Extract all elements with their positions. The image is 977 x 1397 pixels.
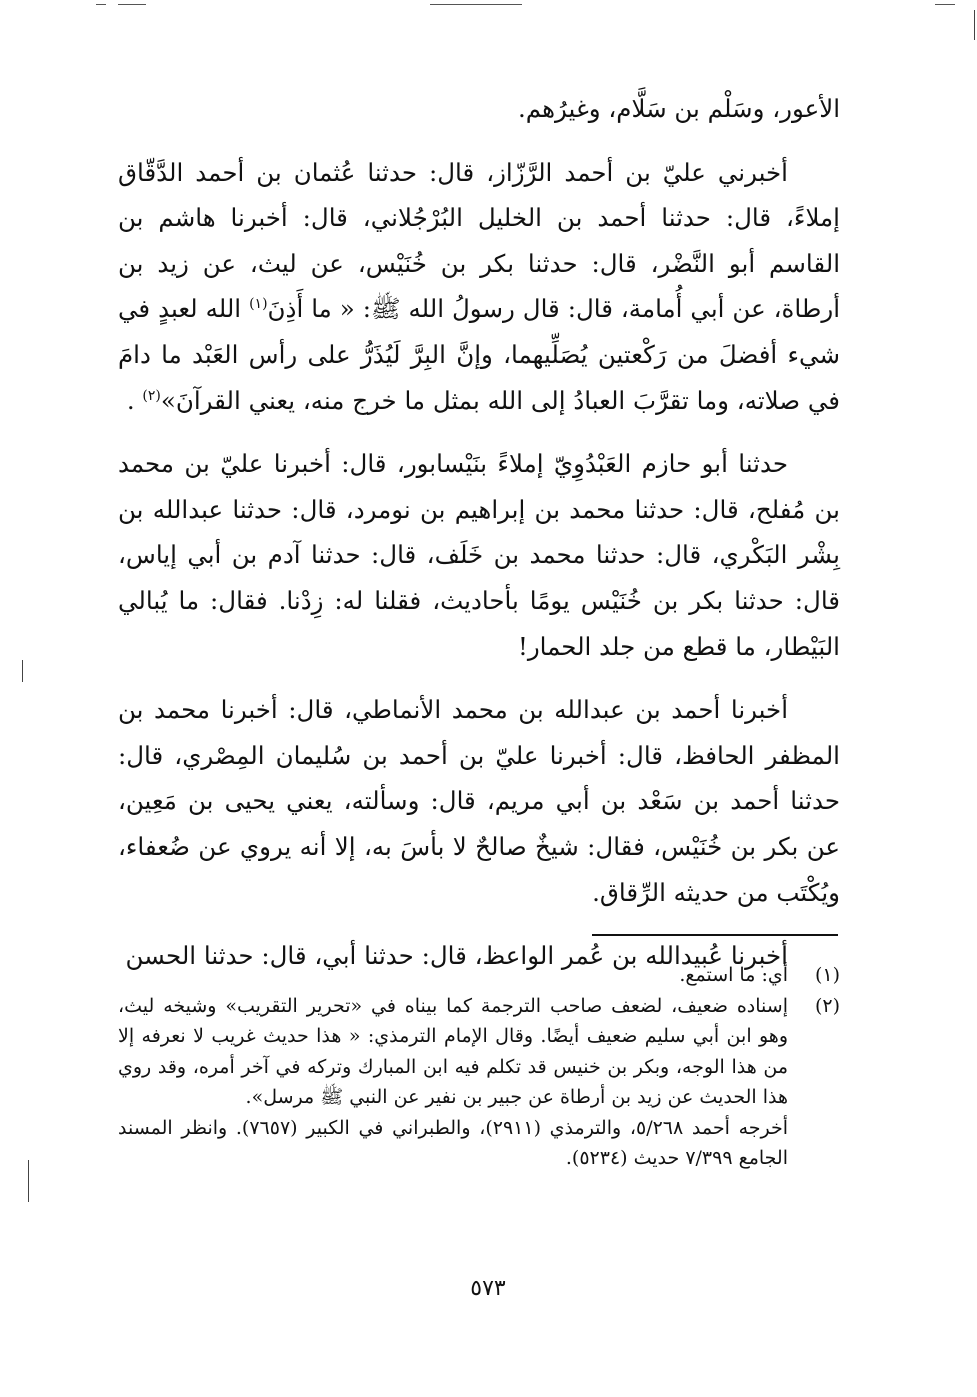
paragraph-text-end: . <box>126 385 143 415</box>
footnote-text: إسناده ضعيف، لضعف صاحب الترجمة كما بيناه في «تحرير التقريب» وشيخه ليث، وهو ابن أبي سليم ضعيف أيضًا. وقال الإمام الترمذي: « هذا حديث غريب لا نعرفه إلا من هذا الوجه، وبكر بن خنيس قد تكلم فيه ابن المبارك وتركه في آخر أمره، وقد روي هذا الحديث عن زيد بن أرطاة عن جبير بن نفير عن النبي ﷺ مرسل». <box>118 994 788 1108</box>
main-text <box>118 86 840 979</box>
footnote-separator <box>592 934 838 936</box>
footnote-ref-2[interactable]: (٢) <box>142 387 161 404</box>
paragraph-narration-2 <box>118 441 840 669</box>
paragraph-text: أخبرنا عُبيدالله بن عُمر الواعظ، قال: حدثنا أبي، قال: حدثنا الحسن <box>125 941 788 971</box>
paragraph-text: حدثنا أبو حازم العَبْدُوِيّ إملاءً بنَيْسابور، قال: أخبرنا عليّ بن محمد بن مُفلح، قال: حدثنا محمد بن إبراهيم بن نومرد، قال: حدثنا عبدالله بن بِشْر البَكْري، قال: حدثنا محمد بن خَلَف، قال: حدثنا آدم بن أبي إياس، قال: حدثنا بكر بن خُنَيْس يومًا بأحاديث، فقلنا له: زِدْنا. فقال: ما يُبالي البَيْطار، ما قطع من جلد الحمار! <box>118 449 840 661</box>
footnote-2 <box>118 991 840 1174</box>
footnote-1 <box>118 960 840 991</box>
scan-mark <box>430 4 522 5</box>
paragraph-text-continued: الله لعبدٍ في شيء أفضلَ من رَكْعتين يُصَلِّيهما، وإنَّ البِرَّ لَيُذَرُّ على رأس العَبْد ما دامَ في صلاته، وما تقرَّبَ العبادُ إلى الله بمثل ما خرج منه، يعني القرآنَ» <box>118 294 840 415</box>
footnote-text: أي: ما استمع. <box>679 964 788 986</box>
footnotes <box>118 960 840 1174</box>
scan-edge-mark <box>974 10 975 40</box>
scan-edge-mark <box>22 660 23 682</box>
scan-mark <box>118 4 146 5</box>
footnote-text: أخرجه أحمد ٥/٢٦٨، والترمذي (٢٩١١)، والطبراني في الكبير (٧٦٥٧). وانظر المسند الجامع ٧/٣٩٩ حديث (٥٢٣٤). <box>118 1116 789 1169</box>
paragraph-text: الأعور، وسَلْم بن سَلَّام، وغيرُهم. <box>518 94 840 123</box>
footnote-body <box>118 960 788 991</box>
footnote-body <box>118 991 788 1174</box>
scan-top-marks <box>0 0 977 8</box>
scan-edge-mark <box>28 1160 29 1202</box>
paragraph-continuation <box>118 86 840 132</box>
paragraph-hadith <box>118 150 840 424</box>
paragraph-narration-3 <box>118 687 840 915</box>
paragraph-text: أخبرنا أحمد بن عبدالله بن محمد الأنماطي، قال: أخبرنا محمد بن المظفر الحافظ، قال: أخبرنا عليّ بن أحمد بن سُليمان المِصْري، قال: حدثنا أحمد بن سَعْد بن أبي مريم، قال: وسألته، يعني يحيى بن مَعِين، عن بكر بن خُنَيْس، فقال: شيخٌ صالحٌ لا بأسَ به، إلا أنه يروي عن ضُعفاء، ويُكْتَب من حديثه الرِّقاق. <box>118 695 840 907</box>
footnote-ref-1[interactable]: (١) <box>249 296 268 313</box>
paragraph-text: أخبرني عليّ بن أحمد الرَّزّاز، قال: حدثنا عُثمان بن أحمد الدَّقّاق إملاءً، قال: حدثنا أحمد بن الخليل البُرْجُلاني، قال: أخبرنا هاشم بن القاسم أبو النَّضْر، قال: حدثنا بكر بن خُنَيْس، عن ليث، عن زيد بن أرطاة، عن أبي أُمامة، قال: قال رسولُ الله ﷺ: « ما أَذِنَ <box>118 157 840 324</box>
footnote-number: (٢) <box>814 994 840 1017</box>
footnote-number: (١) <box>814 964 840 986</box>
scan-mark <box>935 4 955 5</box>
page-number: ٥٧٣ <box>470 1276 506 1301</box>
scan-mark <box>96 4 106 5</box>
